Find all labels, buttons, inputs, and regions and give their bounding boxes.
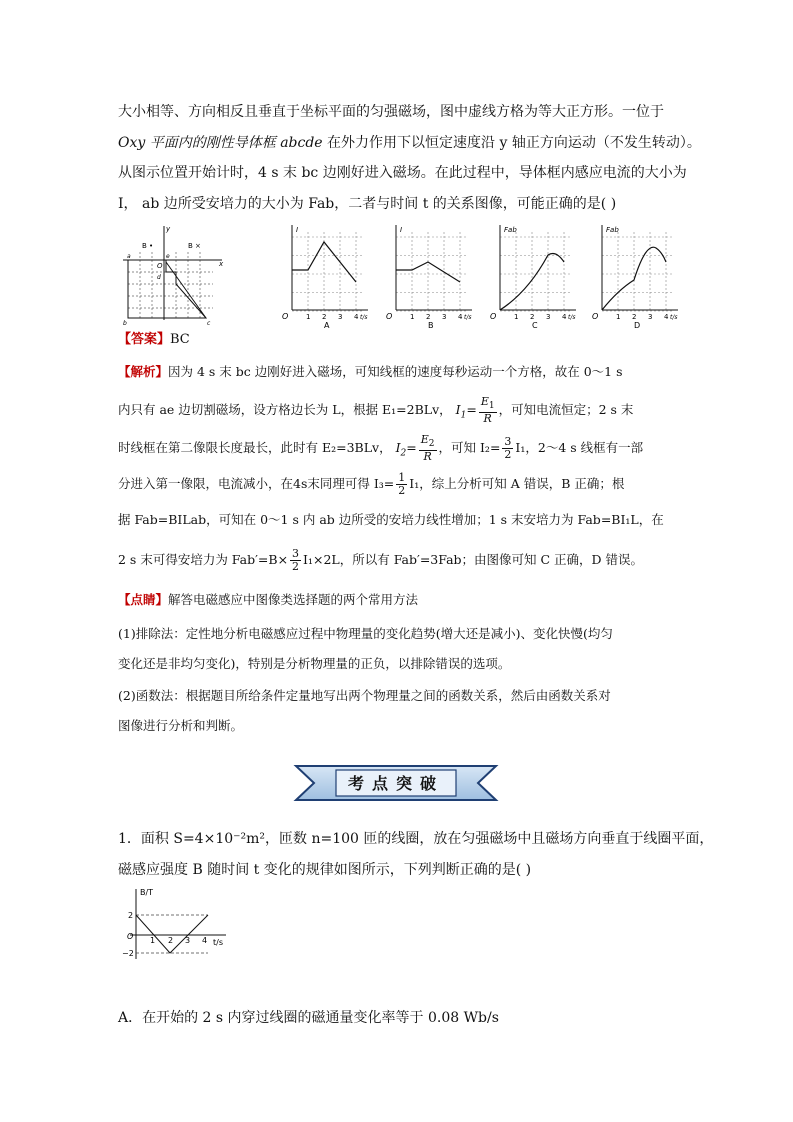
e2-letter: E <box>420 433 429 446</box>
graph-tick-2: 2 <box>530 313 535 321</box>
graph-tick-2: 2 <box>426 313 431 321</box>
point-p1a: (1)排除法：定性地分析电磁感应过程中物理量的变化趋势(增大还是减小)、变化快慢(均匀 <box>118 626 613 641</box>
point-p2a: (2)函数法：根据题目所给条件定量地写出两个物理量之间的函数关系，然后由函数关系对 <box>118 688 611 703</box>
q1-line-2: 磁感应强度 B 随时间 t 变化的规律如图所示，下列判断正确的是( ) <box>118 862 532 878</box>
problem-line-1: 大小相等、方向相反且垂直于坐标平面的匀强磁场，图中虚线方格为等大正方形。一位于 <box>118 104 664 120</box>
i2-sub: 2 <box>400 448 407 459</box>
q1-b-curve <box>136 915 208 953</box>
graph-tick-2: 2 <box>632 313 637 321</box>
graph-c <box>478 222 578 330</box>
analysis-text-1: 因为 4 s 末 bc 边刚好进入磁场，可知线框的速度每秒运动一个方格，故在 0～1 s <box>168 364 623 379</box>
graph-origin: O <box>592 312 599 321</box>
analysis-text-4b: I₁，综上分析可知 A 错误，B 正确；根 <box>409 476 625 491</box>
graph-origin: O <box>386 312 393 321</box>
graph-c-ylabel: Fab <box>504 226 517 234</box>
fraction-e2 <box>419 434 437 451</box>
fraction-one-half <box>396 472 407 497</box>
q1-tick-1: 1 <box>150 936 156 945</box>
point-tag: 【点睛】 <box>118 592 169 607</box>
graph-xlabel: t/s <box>670 314 678 321</box>
analysis-tag: 【解析】 <box>118 364 169 379</box>
q1-xlabel: t/s <box>213 938 223 947</box>
r-letter: R <box>483 412 492 426</box>
graph-tick-1: 1 <box>514 313 519 321</box>
q1-tick-4: 4 <box>202 936 208 945</box>
problem-line-3: 从图示位置开始计时，4 s 末 bc 边刚好进入磁场。在此过程中，导体框内感应电流的大小为 <box>118 165 687 181</box>
fraction-two: 2 <box>504 448 512 462</box>
vertex-c: c <box>207 320 211 327</box>
problem-line-4: I， ab 边所受安培力的大小为 Fab，二者与时间 t 的关系图像，可能正确的是( ) <box>118 196 617 212</box>
i1-var <box>455 402 467 421</box>
answer-line <box>118 330 190 350</box>
fraction-r2 <box>419 451 437 463</box>
fraction-e1-r <box>479 396 497 425</box>
point-title: 解答电磁感应中图像类选择题的两个常用方法 <box>168 592 419 607</box>
frame-name: abcde <box>280 135 323 151</box>
analysis-text-6b: I₁×2L，所以有 Fab′=3Fab；由图像可知 C 正确，D 错误。 <box>303 552 644 567</box>
analysis-line-3: 时线框在第二像限长度最长，此时有 E₂=3BLv， $I_2=$ $\frac{E_2}{R}$ ，可知 I₂= $\frac{3}{2}$ I₁，2～4 s 线框有一部 <box>118 433 644 464</box>
r2-letter: R <box>423 450 432 464</box>
graph-tick-1: 1 <box>410 313 415 321</box>
q1-y-neg: −2 <box>122 949 134 958</box>
option-a: A．在开始的 2 s 内穿过线圈的磁通量变化率等于 0.08 Wb/s <box>118 1010 499 1026</box>
analysis-line-6 <box>118 548 643 573</box>
graph-c-label: C <box>532 321 538 330</box>
graph-b-label: B <box>428 321 434 330</box>
fraction-three: 3 <box>504 435 512 449</box>
problem-line-2-pre: Oxy 平面内的刚性导体框 <box>118 135 281 151</box>
point-title-line <box>118 590 418 610</box>
vertex-a: a <box>127 253 131 260</box>
analysis-text-2b: ，可知电流恒定；2 s 末 <box>498 402 634 418</box>
fraction-e1 <box>479 396 497 413</box>
banner-text: 考点突破 <box>347 774 445 793</box>
graph-tick-3: 3 <box>442 313 447 321</box>
origin-label: O <box>157 262 163 270</box>
graph-tick-4: 4 <box>664 313 669 321</box>
fraction-three-b: 3 <box>292 547 300 560</box>
y-label: y <box>166 225 171 233</box>
graph-tick-3: 3 <box>338 313 343 321</box>
graph-a-label: A <box>324 321 330 330</box>
field-figure <box>118 222 228 327</box>
x-label: x <box>219 260 224 268</box>
graph-a <box>270 222 370 330</box>
q1-line-1: 1．面积 S=4×10⁻²m²，匝数 n=100 匝的线圈，放在匀强磁场中且磁场方向垂直于线圈平面， <box>118 831 714 847</box>
graph-d-label: D <box>634 321 641 330</box>
vertex-e: e <box>166 253 170 260</box>
point-p1b: 变化还是非均匀变化)，特别是分析物理量的正负，以排除错误的选项。 <box>118 656 511 671</box>
analysis-text-6a: 2 s 末可得安培力为 Fab′=B× <box>118 552 289 567</box>
q1-tick-2: 2 <box>168 936 174 945</box>
answer-value: BC <box>170 332 190 347</box>
problem-line-2 <box>118 133 701 153</box>
graph-d <box>580 222 680 330</box>
q1-ylabel: B/T <box>140 888 154 897</box>
q1-tick-3: 3 <box>185 936 191 945</box>
analysis-text-3c: I₁，2～4 s 线框有一部 <box>515 440 644 456</box>
q1-y-pos: 2 <box>128 911 134 920</box>
fraction-two-c: 2 <box>292 560 300 573</box>
section-banner <box>296 762 496 804</box>
vertex-b: b <box>123 320 127 327</box>
analysis-text-3a: 时线框在第二像限长度最长，此时有 E₂=3BLv， <box>118 440 392 456</box>
graph-d-ylabel: Fab <box>606 226 619 234</box>
fraction-one: 1 <box>398 471 406 484</box>
graph-tick-4: 4 <box>354 313 359 321</box>
fraction-r <box>479 413 497 425</box>
vertex-d: d <box>157 274 161 281</box>
e1-letter: E <box>480 395 489 408</box>
fraction-three-halves-b <box>290 548 301 573</box>
graph-xlabel: t/s <box>464 314 472 321</box>
graph-xlabel: t/s <box>360 314 368 321</box>
graph-xlabel: t/s <box>568 314 576 321</box>
field-left-label: B • <box>142 242 154 250</box>
analysis-line-2: 内只有 ae 边切割磁场，设方格边长为 L，根据 E₁=2BLv， $I_1=$ $\frac{E_1}{R}$ ，可知电流恒定；2 s 末 <box>118 395 634 426</box>
fraction-e2-r <box>419 434 437 463</box>
fraction-three-halves <box>502 436 513 461</box>
graph-tick-3: 3 <box>648 313 653 321</box>
graph-origin: O <box>282 312 289 321</box>
graph-tick-1: 1 <box>616 313 621 321</box>
i1-sub: 1 <box>460 410 467 421</box>
point-p2b: 图像进行分析和判断。 <box>118 718 244 733</box>
e1-sub: 1 <box>488 401 495 412</box>
i2-letter: I <box>395 440 401 456</box>
analysis-text-4a: 分进入第一像限，电流减小，在4s末同理可得 I₃= <box>118 476 395 491</box>
i1-letter: I <box>455 402 461 418</box>
analysis-line-5: 据 Fab=BILab，可知在 0～1 s 内 ab 边所受的安培力线性增加；1 s 末安培力为 Fab=BI₁L，在 <box>118 512 664 527</box>
graph-tick-1: 1 <box>306 313 311 321</box>
graph-tick-2: 2 <box>322 313 327 321</box>
graph-tick-4: 4 <box>458 313 463 321</box>
q1-origin: O <box>127 932 134 941</box>
analysis-text-3b: ，可知 I₂= <box>438 440 501 456</box>
answer-tag: 【答案】 <box>118 332 171 347</box>
graph-origin: O <box>490 312 497 321</box>
analysis-line-4 <box>118 472 624 497</box>
graph-a-ylabel: I <box>296 226 299 234</box>
field-right-label: B × <box>188 242 201 250</box>
graph-tick-4: 4 <box>562 313 567 321</box>
analysis-text-2a: 内只有 ae 边切割磁场，设方格边长为 L，根据 E₁=2BLv， <box>118 402 452 418</box>
e2-sub: 2 <box>428 439 435 450</box>
graph-b-ylabel: I <box>400 226 403 234</box>
q1-graph <box>118 885 228 965</box>
i2-var <box>395 440 407 459</box>
graph-b <box>374 222 474 330</box>
fraction-two-b: 2 <box>398 484 406 497</box>
analysis-line-1 <box>118 362 623 382</box>
problem-line-2-post: 在外力作用下以恒定速度沿 y 轴正方向运动（不发生转动）。 <box>322 135 701 151</box>
graph-tick-3: 3 <box>546 313 551 321</box>
